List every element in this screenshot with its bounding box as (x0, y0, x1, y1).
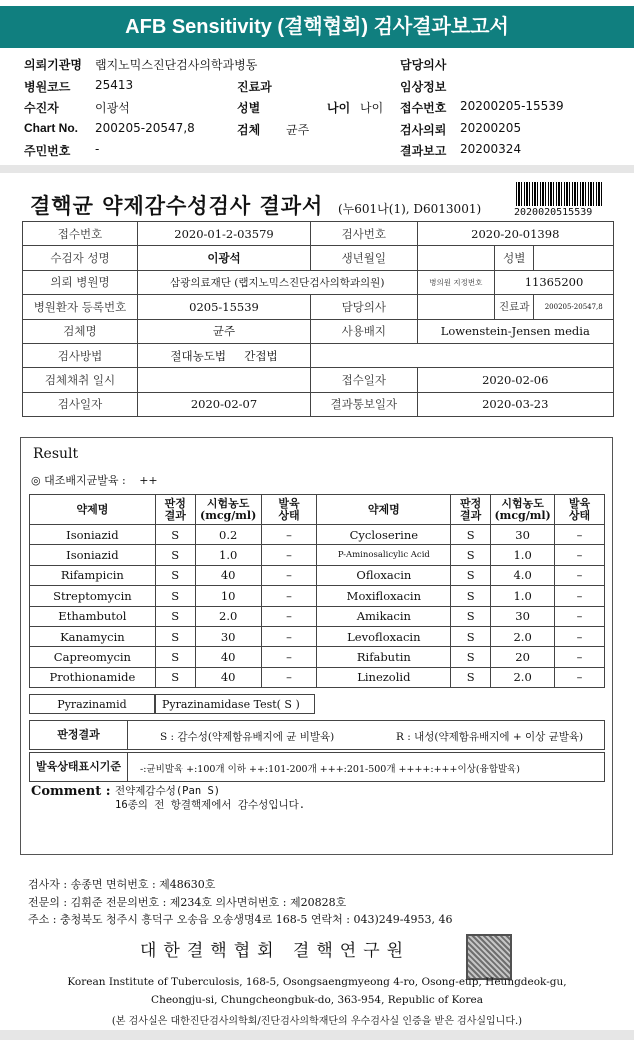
growth-status: – (555, 545, 605, 565)
drug-name: Capreomycin (30, 647, 156, 667)
drug-row (30, 565, 605, 585)
drug-name: Rifampicin (30, 565, 156, 585)
header-growth: 발육 상태 (261, 495, 317, 525)
label-reception-number: 접수번호 (400, 101, 447, 115)
header-concentration: 시험농도 (mcg/ml) (195, 495, 261, 525)
value-test-request: 20200205 (460, 120, 522, 135)
test-concentration: 2.0 (195, 606, 261, 626)
drug-row (30, 647, 605, 667)
drug-name: Cycloserine (317, 525, 451, 545)
judgement-result: S (155, 586, 195, 606)
label-test-no: 검사번호 (311, 222, 417, 246)
footer-tester: 검사자 : 송종면 면허번호 : 제48630호 (28, 878, 216, 891)
pyrazinamide-value: Pyrazinamidase Test( S ) (155, 694, 315, 714)
judgement-result: S (155, 626, 195, 646)
drug-name: Ofloxacin (317, 565, 451, 585)
value-registration-no: 0205-15539 (137, 295, 310, 319)
test-concentration: 40 (195, 647, 261, 667)
value-birth-date (417, 246, 495, 270)
header-judgement: 판정 결과 (155, 495, 195, 525)
label-test-request: 검사의뢰 (400, 122, 447, 137)
drug-name: Amikacin (317, 606, 451, 626)
test-concentration: 10 (195, 586, 261, 606)
institute-address-en-2: Cheongju-si, Chungcheongbuk-do, 363-954, Republic of Korea (151, 994, 483, 1006)
judgement-result: S (451, 545, 491, 565)
label-sex-cell: 성별 (495, 246, 534, 270)
drug-name: Isoniazid (30, 525, 156, 545)
judgement-result: S (451, 525, 491, 545)
growth-status: – (261, 606, 317, 626)
test-concentration: 2.0 (491, 667, 555, 687)
label-attending-doctor: 담당의사 (400, 58, 447, 72)
growth-status: – (261, 626, 317, 646)
drug-name: Prothionamide (30, 667, 156, 687)
judgement-legend-s: S : 감수성(약제함유배지에 균 비발육) (160, 731, 335, 743)
label-media: 사용배지 (311, 319, 417, 343)
footer-specialist: 전문의 : 김휘준 전문의번호 : 제234호 의사면허번호 : 제20828호 (28, 896, 347, 909)
drug-name: Linezolid (317, 667, 451, 687)
label-test-date: 검사일자 (23, 392, 138, 416)
value-age: 나이 (360, 101, 384, 115)
drug-row (30, 525, 605, 545)
test-concentration: 40 (195, 667, 261, 687)
certification-note: (본 검사실은 대한진단검사의학회/진단검사의학재단의 우수검사실 인증을 받은 검사실입니다.) (111, 1016, 523, 1027)
label-reception-no: 접수번호 (23, 222, 138, 246)
test-concentration: 1.0 (491, 545, 555, 565)
value-test-date: 2020-02-07 (137, 392, 310, 416)
value-received-date: 2020-02-06 (417, 368, 613, 392)
growth-status: – (261, 525, 317, 545)
value-chart-no: 200205-20547,8 (95, 120, 195, 135)
value-specimen-name: 균주 (137, 319, 310, 343)
label-patient: 수진자 (24, 101, 59, 115)
label-clinical-info: 임상정보 (400, 79, 447, 94)
growth-status: – (261, 647, 317, 667)
label-doctor: 담당의사 (311, 295, 417, 319)
test-concentration: 1.0 (195, 545, 261, 565)
growth-status: – (555, 667, 605, 687)
label-requesting-institution: 의뢰기관명 (24, 58, 82, 72)
drug-name: Ethambutol (30, 606, 156, 626)
value-patient: 이광석 (95, 101, 130, 115)
judgement-result: S (451, 626, 491, 646)
growth-status: – (555, 647, 605, 667)
header-drug: 약제명 (317, 495, 451, 525)
drug-row (30, 626, 605, 646)
judgement-result: S (155, 647, 195, 667)
test-concentration: 30 (195, 626, 261, 646)
control-growth-value: ++ (139, 474, 158, 487)
header-judgement: 판정 결과 (451, 495, 491, 525)
label-specimen-name: 검체명 (23, 319, 138, 343)
growth-status: – (261, 667, 317, 687)
value-sex (534, 246, 614, 270)
growth-legend-text: -:균비발육 +:100개 이하 ++:101-200개 +++:201-500개 ++++:+++이상(융합발육) (140, 764, 520, 775)
control-growth (31, 472, 158, 488)
test-concentration: 2.0 (491, 626, 555, 646)
label-specimen: 검체 (237, 122, 261, 137)
barcode-image (516, 182, 604, 206)
drug-row (30, 606, 605, 626)
growth-status: – (261, 586, 317, 606)
value-method-1: 절대농도법 (170, 348, 226, 363)
value-department: 200205-20547,8 (534, 295, 614, 319)
test-concentration: 30 (491, 525, 555, 545)
footer-address: 주소 : 충청북도 청주시 흥덕구 오송읍 오송생명4로 168-5 연락처 : 043)249-4953, 46 (28, 913, 453, 926)
value-collection-date (137, 368, 310, 392)
comment-text (115, 784, 305, 812)
header-growth: 발육 상태 (555, 495, 605, 525)
judgement-legend (29, 720, 605, 750)
test-concentration: 30 (491, 606, 555, 626)
test-concentration: 40 (195, 565, 261, 585)
judgement-result: S (451, 647, 491, 667)
drug-name: P-Aminosalicylic Acid (317, 545, 451, 565)
drug-name: Kanamycin (30, 626, 156, 646)
judgement-result: S (451, 606, 491, 626)
section-divider (0, 165, 634, 173)
institute-name-korean: 대한결핵협회 결핵연구원 (140, 941, 411, 961)
drug-table-header (30, 495, 605, 525)
test-concentration: 4.0 (491, 565, 555, 585)
judgement-result: S (155, 565, 195, 585)
value-method (137, 343, 310, 367)
label-resident-number: 주민번호 (24, 144, 71, 158)
growth-status: – (555, 626, 605, 646)
bottom-divider (0, 1030, 634, 1040)
control-growth-label: ◎ 대조배지균발육 : (31, 474, 126, 487)
result-title: Result (33, 446, 79, 462)
drug-name: Levofloxacin (317, 626, 451, 646)
drug-sensitivity-table (29, 494, 605, 688)
barcode-number: 2020020515539 (514, 207, 593, 218)
value-hospital-code: 25413 (95, 77, 134, 92)
growth-status: – (555, 586, 605, 606)
test-concentration: 0.2 (195, 525, 261, 545)
report-title: AFB Sensitivity (결핵협회) 검사결과보고서 (0, 6, 634, 48)
value-report-date: 2020-03-23 (417, 392, 613, 416)
label-sex: 성별 (237, 101, 261, 115)
comment-line-2: 16종의 전 항결핵제에서 감수성입니다. (115, 799, 306, 811)
label-result-report: 결과보고 (400, 144, 447, 158)
label-registration-no: 병원환자 등록번호 (23, 295, 138, 319)
value-test-no: 2020-20-01398 (417, 222, 613, 246)
value-media: Lowenstein-Jensen media (417, 319, 613, 343)
label-method: 검사방법 (23, 343, 138, 367)
value-method-2: 간접법 (244, 348, 278, 363)
growth-status: – (555, 525, 605, 545)
growth-legend (29, 752, 605, 782)
growth-legend-label: 발육상태표시기준 (30, 753, 128, 781)
drug-name: Moxifloxacin (317, 586, 451, 606)
label-patient-name: 수검자 성명 (23, 246, 138, 270)
value-reception-number: 20200205-15539 (460, 99, 564, 113)
judgement-legend-r: R : 내성(약제함유배지에 + 이상 균발육) (396, 731, 584, 743)
test-concentration: 1.0 (491, 586, 555, 606)
value-reception-no: 2020-01-2-03579 (137, 222, 310, 246)
label-hospital-code: 병원코드 (24, 79, 71, 94)
drug-name: Streptomycin (30, 586, 156, 606)
label-birth-date: 생년월일 (311, 246, 417, 270)
value-doctor (417, 295, 495, 319)
value-requesting-institution: 랩지노믹스진단검사의학과병동 (95, 58, 258, 72)
drug-row (30, 545, 605, 565)
drug-row (30, 586, 605, 606)
label-department-cell: 진료과 (495, 295, 534, 319)
judgement-result: S (451, 586, 491, 606)
value-hospital-designation: 11365200 (495, 270, 614, 294)
judgement-result: S (451, 565, 491, 585)
value-resident-number: - (95, 142, 100, 156)
document-title: 결핵균 약제감수성검사 결과서 (30, 193, 324, 218)
institute-address-en-1: Korean Institute of Tuberculosis, 168-5, Osongsaengmyeong 4-ro, Osong-eup, Heungdeok-gu, (67, 976, 567, 988)
label-age: 나이 (327, 101, 351, 115)
value-requesting-hospital: 삼광의료재단 (랩지노믹스진단검사의학과의원) (137, 270, 417, 294)
label-collection-date: 검체채취 일시 (23, 368, 138, 392)
judgement-result: S (155, 545, 195, 565)
drug-name: Isoniazid (30, 545, 156, 565)
result-section (20, 437, 613, 855)
header-concentration: 시험농도 (mcg/ml) (491, 495, 555, 525)
label-department: 진료과 (237, 79, 272, 94)
judgement-result: S (155, 606, 195, 626)
judgement-result: S (155, 667, 195, 687)
comment-line-1: 전약제감수성(Pan S) (115, 785, 221, 797)
growth-status: – (261, 545, 317, 565)
label-report-date: 결과통보일자 (311, 392, 417, 416)
comment-label: Comment : (31, 784, 111, 799)
official-seal (466, 934, 512, 980)
value-patient-name: 이광석 (137, 246, 310, 270)
pyrazinamide-label: Pyrazinamid (29, 694, 155, 714)
patient-info-table (22, 221, 614, 417)
judgement-result: S (451, 667, 491, 687)
growth-status: – (261, 565, 317, 585)
value-specimen: 균주 (286, 122, 310, 137)
request-meta (24, 54, 624, 162)
growth-status: – (555, 565, 605, 585)
growth-status: – (555, 606, 605, 626)
label-requesting-hospital: 의뢰 병원명 (23, 270, 138, 294)
drug-name: Rifabutin (317, 647, 451, 667)
header-drug: 약제명 (30, 495, 156, 525)
judgement-legend-label: 판정결과 (30, 721, 128, 749)
drug-row (30, 667, 605, 687)
judgement-result: S (155, 525, 195, 545)
label-chart-no: Chart No. (24, 120, 78, 135)
label-hospital-designation: 병의원 지정번호 (417, 270, 495, 294)
document-code: (누601나(1), D6013001) (338, 202, 482, 216)
drug-table-body (30, 525, 605, 688)
label-received-date: 접수일자 (311, 368, 417, 392)
value-result-report: 20200324 (460, 142, 522, 156)
test-concentration: 20 (491, 647, 555, 667)
